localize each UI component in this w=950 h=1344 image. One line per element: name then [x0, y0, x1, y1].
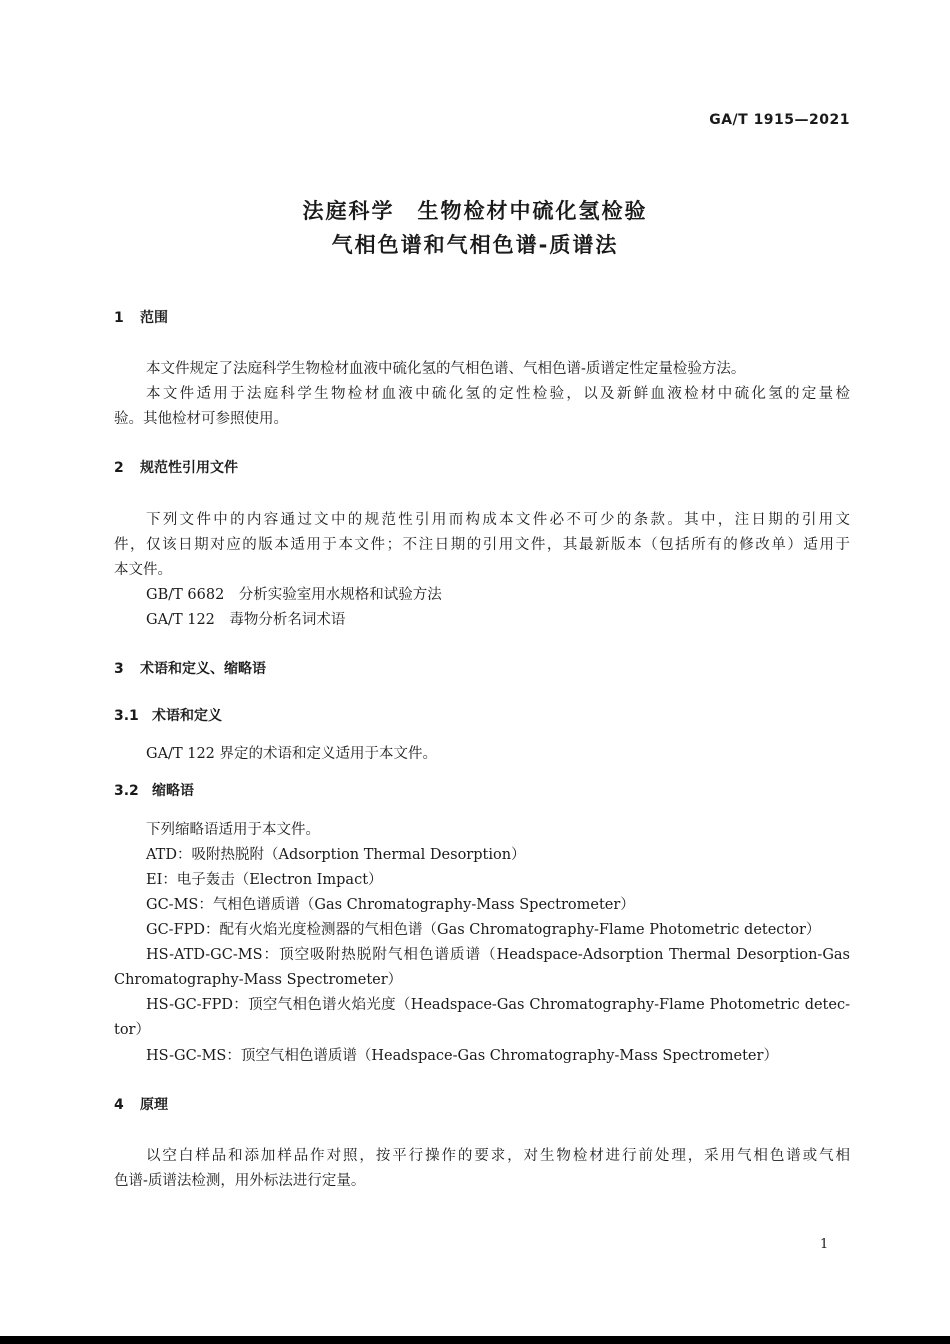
abbreviation-entry: HS-GC-MS：顶空气相色谱质谱（Headspace-Gas Chromatography-Mass Spectrometer）	[146, 1048, 778, 1064]
section-title: 范围	[140, 310, 168, 326]
abbreviation-entry: Chromatography-Mass Spectrometer）	[114, 972, 403, 988]
section-number: 3	[114, 661, 124, 677]
section-title: 规范性引用文件	[140, 460, 238, 476]
paragraph: 色谱-质谱法检测，用外标法进行定量。	[114, 1173, 366, 1189]
abbreviation-entry: GC-MS：气相色谱质谱（Gas Chromatography-Mass Spectrometer）	[146, 897, 635, 913]
paragraph: 下列文件中的内容通过文中的规范性引用而构成本文件必不可少的条款。其中，注日期的引用文	[146, 512, 850, 528]
abbreviation-entry: HS-ATD-GC-MS：顶空吸附热脱附气相色谱质谱（Headspace-Adsorption Thermal Desorption-Gas	[146, 947, 850, 963]
paragraph: 本文件规定了法庭科学生物检材血液中硫化氢的气相色谱、气相色谱-质谱定性定量检验方法。	[146, 361, 746, 377]
section-number: 4	[114, 1097, 124, 1113]
bottom-border	[0, 1336, 950, 1344]
section-1-heading	[114, 307, 168, 327]
page-number: 1	[820, 1237, 829, 1252]
paragraph: 验。其他检材可参照使用。	[114, 411, 288, 427]
section-3-heading	[114, 658, 266, 678]
normative-reference: GB/T 6682 分析实验室用水规格和试验方法	[146, 587, 442, 603]
abbreviation-entry: ATD：吸附热脱附（Adsorption Thermal Desorption）	[146, 847, 526, 863]
section-title: 术语和定义、缩略语	[140, 661, 266, 677]
title-line-1: 法庭科学 生物检材中硫化氢检验	[302, 199, 648, 223]
abbreviation-entry: GC-FPD：配有火焰光度检测器的气相色谱（Gas Chromatography-Flame Photometric detector）	[146, 922, 821, 938]
paragraph: 下列缩略语适用于本文件。	[146, 822, 320, 838]
section-title: 原理	[140, 1097, 168, 1113]
document-id: GA/T 1915—2021	[709, 112, 850, 128]
subsection-3-2-heading	[114, 780, 194, 800]
abbreviation-entry: EI：电子轰击（Electron Impact）	[146, 872, 383, 888]
subsection-title: 术语和定义	[152, 708, 222, 724]
paragraph: 本文件适用于法庭科学生物检材血液中硫化氢的定性检验，以及新鲜血液检材中硫化氢的定量检	[146, 386, 850, 402]
subsection-3-1-heading	[114, 705, 222, 725]
abbreviation-entry: tor）	[114, 1022, 150, 1038]
section-4-heading	[114, 1094, 168, 1114]
abbreviation-entry: HS-GC-FPD：顶空气相色谱火焰光度（Headspace-Gas Chromatography-Flame Photometric detec-	[146, 997, 850, 1013]
subsection-title: 缩略语	[152, 783, 194, 799]
section-number: 1	[114, 310, 124, 326]
paragraph: 本文件。	[114, 562, 172, 578]
paragraph: 以空白样品和添加样品作对照，按平行操作的要求，对生物检材进行前处理，采用气相色谱或气相	[146, 1148, 850, 1164]
paragraph: 件，仅该日期对应的版本适用于本文件；不注日期的引用文件，其最新版本（包括所有的修改单）适用于	[114, 537, 850, 553]
paragraph: GA/T 122 界定的术语和定义适用于本文件。	[146, 746, 438, 762]
normative-reference: GA/T 122 毒物分析名词术语	[146, 612, 346, 628]
section-number: 2	[114, 460, 124, 476]
subsection-number: 3.1	[114, 708, 139, 724]
subsection-number: 3.2	[114, 783, 139, 799]
title-line-2: 气相色谱和气相色谱-质谱法	[331, 233, 619, 257]
section-2-heading	[114, 457, 238, 477]
